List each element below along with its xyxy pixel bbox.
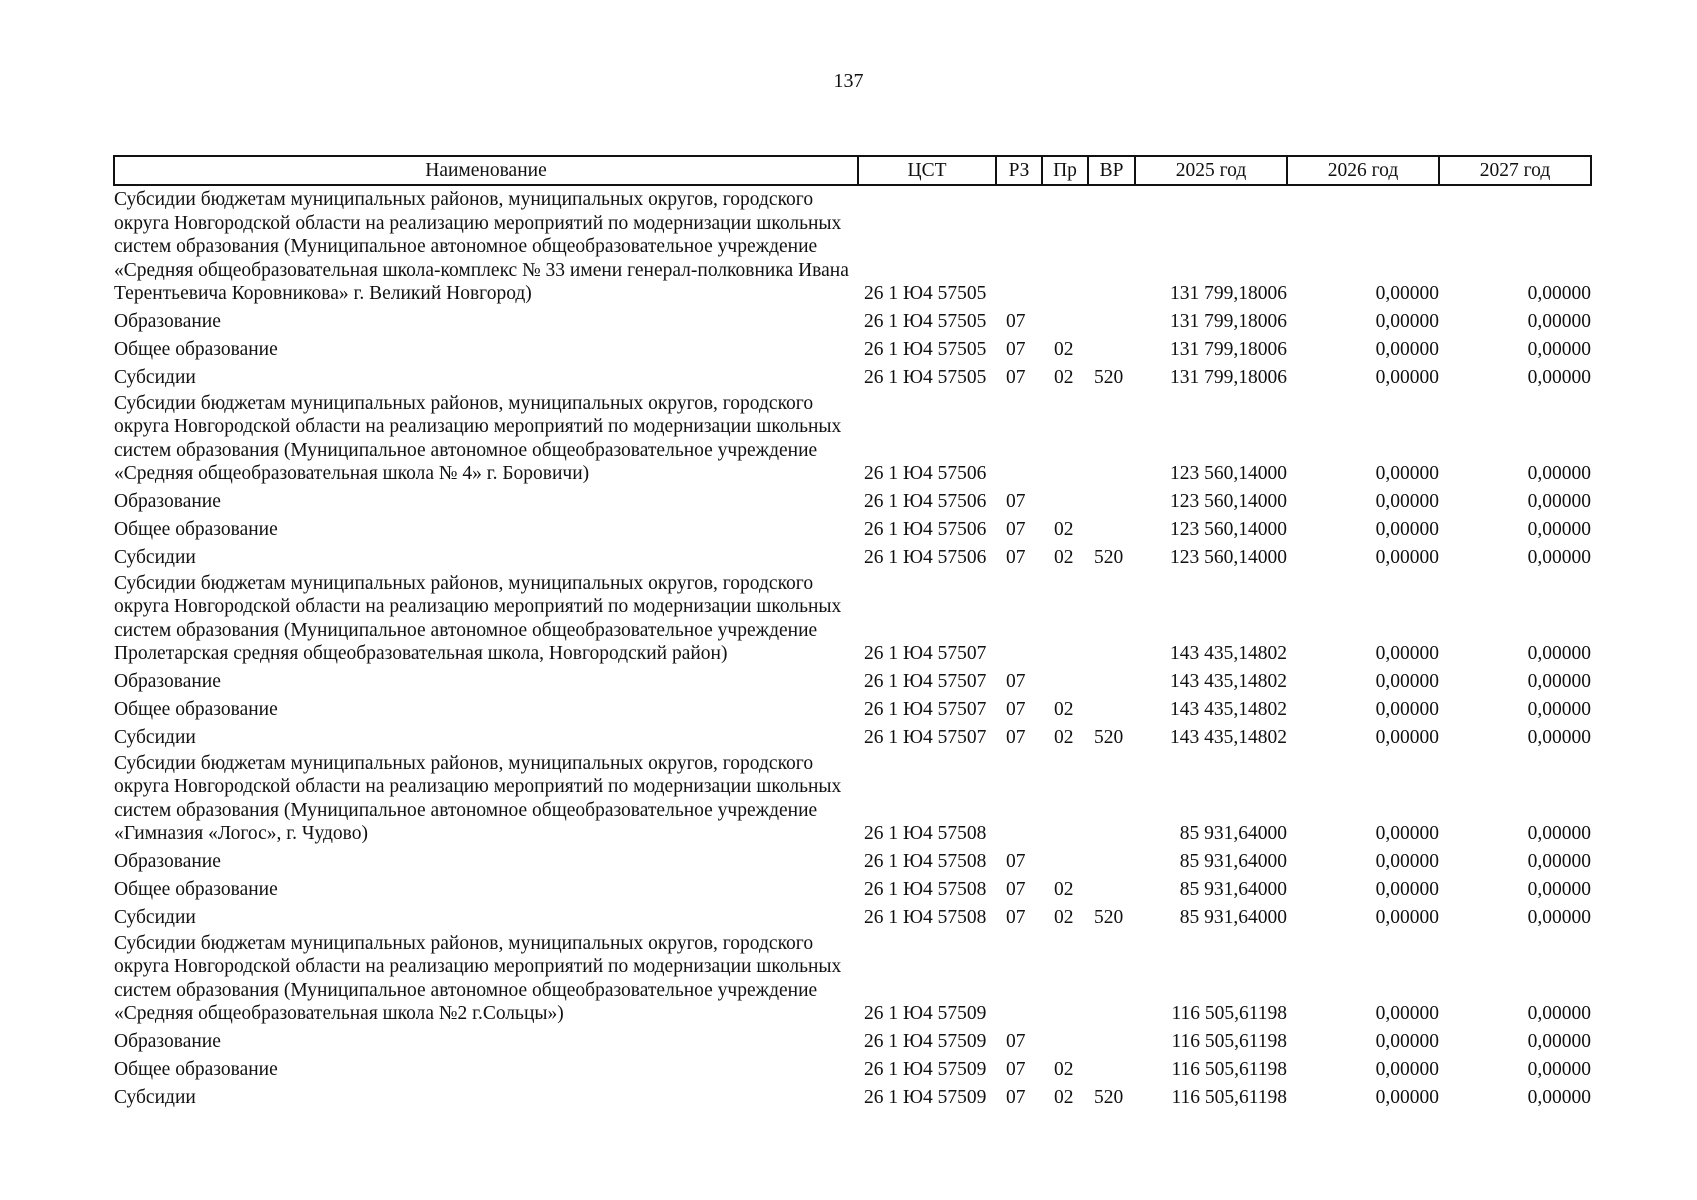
cell-cst: 26 1 Ю4 57509: [864, 1059, 987, 1080]
cell-2026: 0,00000: [1375, 727, 1439, 748]
cell-pr: [1042, 930, 1088, 1026]
cell-2027: 0,00000: [1527, 643, 1591, 664]
cell-2025: 85 931,64000: [1179, 907, 1287, 928]
cell-pr: [1042, 185, 1088, 306]
header-rz: РЗ: [996, 156, 1042, 185]
cell-rz: 07: [1006, 1059, 1026, 1080]
table-row: [114, 846, 1591, 874]
cell-cst: 26 1 Ю4 57508: [864, 907, 987, 928]
header-2027: 2027 год: [1439, 156, 1591, 185]
cell-name: Общее образование: [114, 879, 278, 900]
cell-2027: 0,00000: [1527, 339, 1591, 360]
cell-2026: 0,00000: [1375, 339, 1439, 360]
cell-2027: 0,00000: [1527, 907, 1591, 928]
cell-2027: 0,00000: [1527, 367, 1591, 388]
table-header-row: [114, 156, 1591, 185]
cell-rz: [996, 390, 1042, 486]
cell-2026: 0,00000: [1375, 671, 1439, 692]
cell-2026: 0,00000: [1375, 1059, 1439, 1080]
cell-2027: 0,00000: [1527, 1031, 1591, 1052]
cell-2026: 0,00000: [1375, 491, 1439, 512]
table-row: [114, 1026, 1591, 1054]
header-name: Наименование: [114, 156, 858, 185]
cell-2027: 0,00000: [1527, 727, 1591, 748]
cell-cst: 26 1 Ю4 57508: [864, 879, 987, 900]
cell-rz: 07: [1006, 491, 1026, 512]
cell-name: Субсидии бюджетам муниципальных районов, муниципальных округов, городского округа Новгородской области на реализацию мероприятий по модернизации школьных систем образования (Муниципальное автономное общеобразовательное учреждение «Средняя общеобразовательная школа №2 г.Сольцы»): [114, 932, 842, 1024]
cell-2027: 0,00000: [1527, 283, 1591, 304]
cell-2026: 0,00000: [1375, 823, 1439, 844]
table-row: [114, 514, 1591, 542]
table-row: [114, 930, 1591, 1026]
cell-cst: 26 1 Ю4 57506: [864, 491, 987, 512]
cell-2025: 85 931,64000: [1179, 823, 1287, 844]
table-row: [114, 874, 1591, 902]
cell-name: Образование: [114, 671, 221, 692]
budget-table: [113, 155, 1592, 1110]
cell-name: Субсидии бюджетам муниципальных районов, муниципальных округов, городского округа Новгородской области на реализацию мероприятий по модернизации школьных систем образования (Муниципальное автономное общеобразовательное учреждение «Гимназия «Логос», г. Чудово): [114, 752, 842, 844]
cell-2027: 0,00000: [1527, 851, 1591, 872]
cell-rz: 07: [1006, 699, 1026, 720]
cell-pr: 02: [1054, 519, 1074, 540]
table-row: [114, 694, 1591, 722]
cell-2025: 116 505,61198: [1171, 1003, 1287, 1024]
cell-vr: [1088, 514, 1135, 542]
cell-vr: [1088, 570, 1135, 666]
cell-rz: [996, 750, 1042, 846]
cell-2026: 0,00000: [1375, 547, 1439, 568]
cell-2026: 0,00000: [1375, 1031, 1439, 1052]
cell-2026: 0,00000: [1375, 311, 1439, 332]
cell-rz: 07: [1006, 879, 1026, 900]
cell-pr: [1042, 846, 1088, 874]
cell-name: Субсидии: [114, 547, 196, 568]
cell-2025: 116 505,61198: [1171, 1059, 1287, 1080]
cell-2026: 0,00000: [1375, 283, 1439, 304]
table-row: [114, 666, 1591, 694]
cell-vr: [1088, 930, 1135, 1026]
cell-2027: 0,00000: [1527, 547, 1591, 568]
cell-2027: 0,00000: [1527, 491, 1591, 512]
cell-vr: [1088, 306, 1135, 334]
cell-2026: 0,00000: [1375, 367, 1439, 388]
header-cst: ЦСТ: [858, 156, 996, 185]
cell-cst: 26 1 Ю4 57508: [864, 823, 987, 844]
cell-pr: 02: [1054, 699, 1074, 720]
cell-rz: 07: [1006, 367, 1026, 388]
cell-2025: 143 435,14802: [1170, 727, 1287, 748]
cell-2026: 0,00000: [1375, 907, 1439, 928]
cell-2026: 0,00000: [1375, 643, 1439, 664]
cell-2026: 0,00000: [1375, 1003, 1439, 1024]
cell-pr: 02: [1054, 367, 1074, 388]
cell-2025: 123 560,14000: [1170, 463, 1287, 484]
cell-pr: [1042, 486, 1088, 514]
cell-2026: 0,00000: [1375, 463, 1439, 484]
cell-name: Общее образование: [114, 1059, 278, 1080]
table-row: [114, 902, 1591, 930]
cell-2026: 0,00000: [1375, 519, 1439, 540]
header-pr: Пр: [1042, 156, 1088, 185]
cell-2025: 116 505,61198: [1171, 1031, 1287, 1052]
cell-2025: 131 799,18006: [1170, 311, 1287, 332]
cell-name: Субсидии бюджетам муниципальных районов, муниципальных округов, городского округа Новгородской области на реализацию мероприятий по модернизации школьных систем образования (Муниципальное автономное общеобразовательное учреждение Пролетарская средняя общеобразовательная школа, Новгородский район): [114, 572, 842, 664]
cell-2027: 0,00000: [1527, 879, 1591, 900]
cell-vr: [1088, 185, 1135, 306]
table-row: [114, 1054, 1591, 1082]
cell-name: Образование: [114, 1031, 221, 1052]
cell-2025: 143 435,14802: [1170, 671, 1287, 692]
cell-2026: 0,00000: [1375, 851, 1439, 872]
cell-name: Общее образование: [114, 519, 278, 540]
header-vr: ВР: [1088, 156, 1135, 185]
cell-name: Субсидии бюджетам муниципальных районов, муниципальных округов, городского округа Новгородской области на реализацию мероприятий по модернизации школьных систем образования (Муниципальное автономное общеобразовательное учреждение «Средняя общеобразовательная школа-комплекс № 33 имени генерал-полковника Ивана Терентьевича Коровникова» г. Великий Новгород): [114, 189, 849, 304]
cell-cst: 26 1 Ю4 57507: [864, 671, 987, 692]
cell-name: Субсидии бюджетам муниципальных районов, муниципальных округов, городского округа Новгородской области на реализацию мероприятий по модернизации школьных систем образования (Муниципальное автономное общеобразовательное учреждение «Средняя общеобразовательная школа № 4» г. Боровичи): [114, 392, 842, 484]
cell-pr: [1042, 666, 1088, 694]
cell-cst: 26 1 Ю4 57509: [864, 1031, 987, 1052]
cell-rz: 07: [1006, 311, 1026, 332]
table-row: [114, 362, 1591, 390]
cell-vr: [1088, 1026, 1135, 1054]
cell-cst: 26 1 Ю4 57508: [864, 851, 987, 872]
cell-vr: 520: [1094, 907, 1124, 928]
cell-cst: 26 1 Ю4 57506: [864, 463, 987, 484]
cell-2026: 0,00000: [1375, 1087, 1439, 1108]
cell-2025: 85 931,64000: [1179, 879, 1287, 900]
cell-vr: 520: [1094, 367, 1124, 388]
cell-rz: 07: [1006, 907, 1026, 928]
cell-2026: 0,00000: [1375, 879, 1439, 900]
cell-rz: 07: [1006, 727, 1026, 748]
cell-2025: 131 799,18006: [1170, 283, 1287, 304]
table-row: [114, 1082, 1591, 1110]
table-row: [114, 185, 1591, 306]
cell-cst: 26 1 Ю4 57505: [864, 311, 987, 332]
table-row: [114, 570, 1591, 666]
cell-pr: 02: [1054, 339, 1074, 360]
cell-cst: 26 1 Ю4 57507: [864, 727, 987, 748]
table-row: [114, 542, 1591, 570]
page-number: 137: [833, 70, 864, 92]
cell-pr: [1042, 306, 1088, 334]
cell-vr: 520: [1094, 547, 1124, 568]
cell-vr: [1088, 694, 1135, 722]
cell-2026: 0,00000: [1375, 699, 1439, 720]
cell-vr: 520: [1094, 1087, 1124, 1108]
cell-pr: 02: [1054, 1087, 1074, 1108]
cell-cst: 26 1 Ю4 57507: [864, 643, 987, 664]
header-2025: 2025 год: [1135, 156, 1287, 185]
table-body: [114, 185, 1591, 1110]
cell-2025: 143 435,14802: [1170, 699, 1287, 720]
cell-cst: 26 1 Ю4 57507: [864, 699, 987, 720]
cell-2027: 0,00000: [1527, 823, 1591, 844]
cell-cst: 26 1 Ю4 57505: [864, 367, 987, 388]
cell-2025: 85 931,64000: [1179, 851, 1287, 872]
cell-vr: [1088, 750, 1135, 846]
cell-pr: [1042, 570, 1088, 666]
cell-name: Субсидии: [114, 1087, 196, 1108]
cell-pr: [1042, 750, 1088, 846]
cell-rz: 07: [1006, 339, 1026, 360]
cell-name: Общее образование: [114, 339, 278, 360]
table-row: [114, 390, 1591, 486]
cell-cst: 26 1 Ю4 57505: [864, 283, 987, 304]
cell-2025: 123 560,14000: [1170, 547, 1287, 568]
cell-rz: [996, 185, 1042, 306]
cell-2027: 0,00000: [1527, 463, 1591, 484]
table-row: [114, 334, 1591, 362]
cell-vr: [1088, 666, 1135, 694]
cell-pr: 02: [1054, 547, 1074, 568]
cell-vr: [1088, 1054, 1135, 1082]
cell-pr: 02: [1054, 907, 1074, 928]
cell-name: Субсидии: [114, 727, 196, 748]
table-row: [114, 722, 1591, 750]
cell-rz: 07: [1006, 519, 1026, 540]
cell-rz: 07: [1006, 547, 1026, 568]
cell-vr: [1088, 846, 1135, 874]
cell-2027: 0,00000: [1527, 699, 1591, 720]
cell-vr: [1088, 334, 1135, 362]
cell-name: Образование: [114, 311, 221, 332]
cell-2025: 123 560,14000: [1170, 491, 1287, 512]
cell-pr: 02: [1054, 879, 1074, 900]
table-row: [114, 486, 1591, 514]
cell-2027: 0,00000: [1527, 1087, 1591, 1108]
cell-2025: 143 435,14802: [1170, 643, 1287, 664]
cell-rz: [996, 570, 1042, 666]
cell-pr: [1042, 390, 1088, 486]
cell-name: Образование: [114, 491, 221, 512]
table-row: [114, 750, 1591, 846]
cell-name: Субсидии: [114, 367, 196, 388]
cell-2027: 0,00000: [1527, 671, 1591, 692]
cell-rz: 07: [1006, 671, 1026, 692]
cell-rz: 07: [1006, 1087, 1026, 1108]
cell-name: Образование: [114, 851, 221, 872]
cell-cst: 26 1 Ю4 57505: [864, 339, 987, 360]
cell-rz: 07: [1006, 851, 1026, 872]
cell-2027: 0,00000: [1527, 1059, 1591, 1080]
cell-cst: 26 1 Ю4 57506: [864, 519, 987, 540]
cell-cst: 26 1 Ю4 57509: [864, 1087, 987, 1108]
cell-pr: 02: [1054, 1059, 1074, 1080]
cell-2025: 116 505,61198: [1171, 1087, 1287, 1108]
table-row: [114, 306, 1591, 334]
cell-cst: 26 1 Ю4 57506: [864, 547, 987, 568]
cell-2027: 0,00000: [1527, 311, 1591, 332]
cell-pr: [1042, 1026, 1088, 1054]
cell-vr: [1088, 390, 1135, 486]
cell-rz: 07: [1006, 1031, 1026, 1052]
cell-2025: 131 799,18006: [1170, 339, 1287, 360]
cell-cst: 26 1 Ю4 57509: [864, 1003, 987, 1024]
cell-vr: [1088, 874, 1135, 902]
cell-pr: 02: [1054, 727, 1074, 748]
cell-name: Субсидии: [114, 907, 196, 928]
cell-vr: 520: [1094, 727, 1124, 748]
cell-name: Общее образование: [114, 699, 278, 720]
header-2026: 2026 год: [1287, 156, 1439, 185]
cell-2027: 0,00000: [1527, 1003, 1591, 1024]
cell-2027: 0,00000: [1527, 519, 1591, 540]
cell-vr: [1088, 486, 1135, 514]
cell-2025: 123 560,14000: [1170, 519, 1287, 540]
cell-rz: [996, 930, 1042, 1026]
cell-2025: 131 799,18006: [1170, 367, 1287, 388]
